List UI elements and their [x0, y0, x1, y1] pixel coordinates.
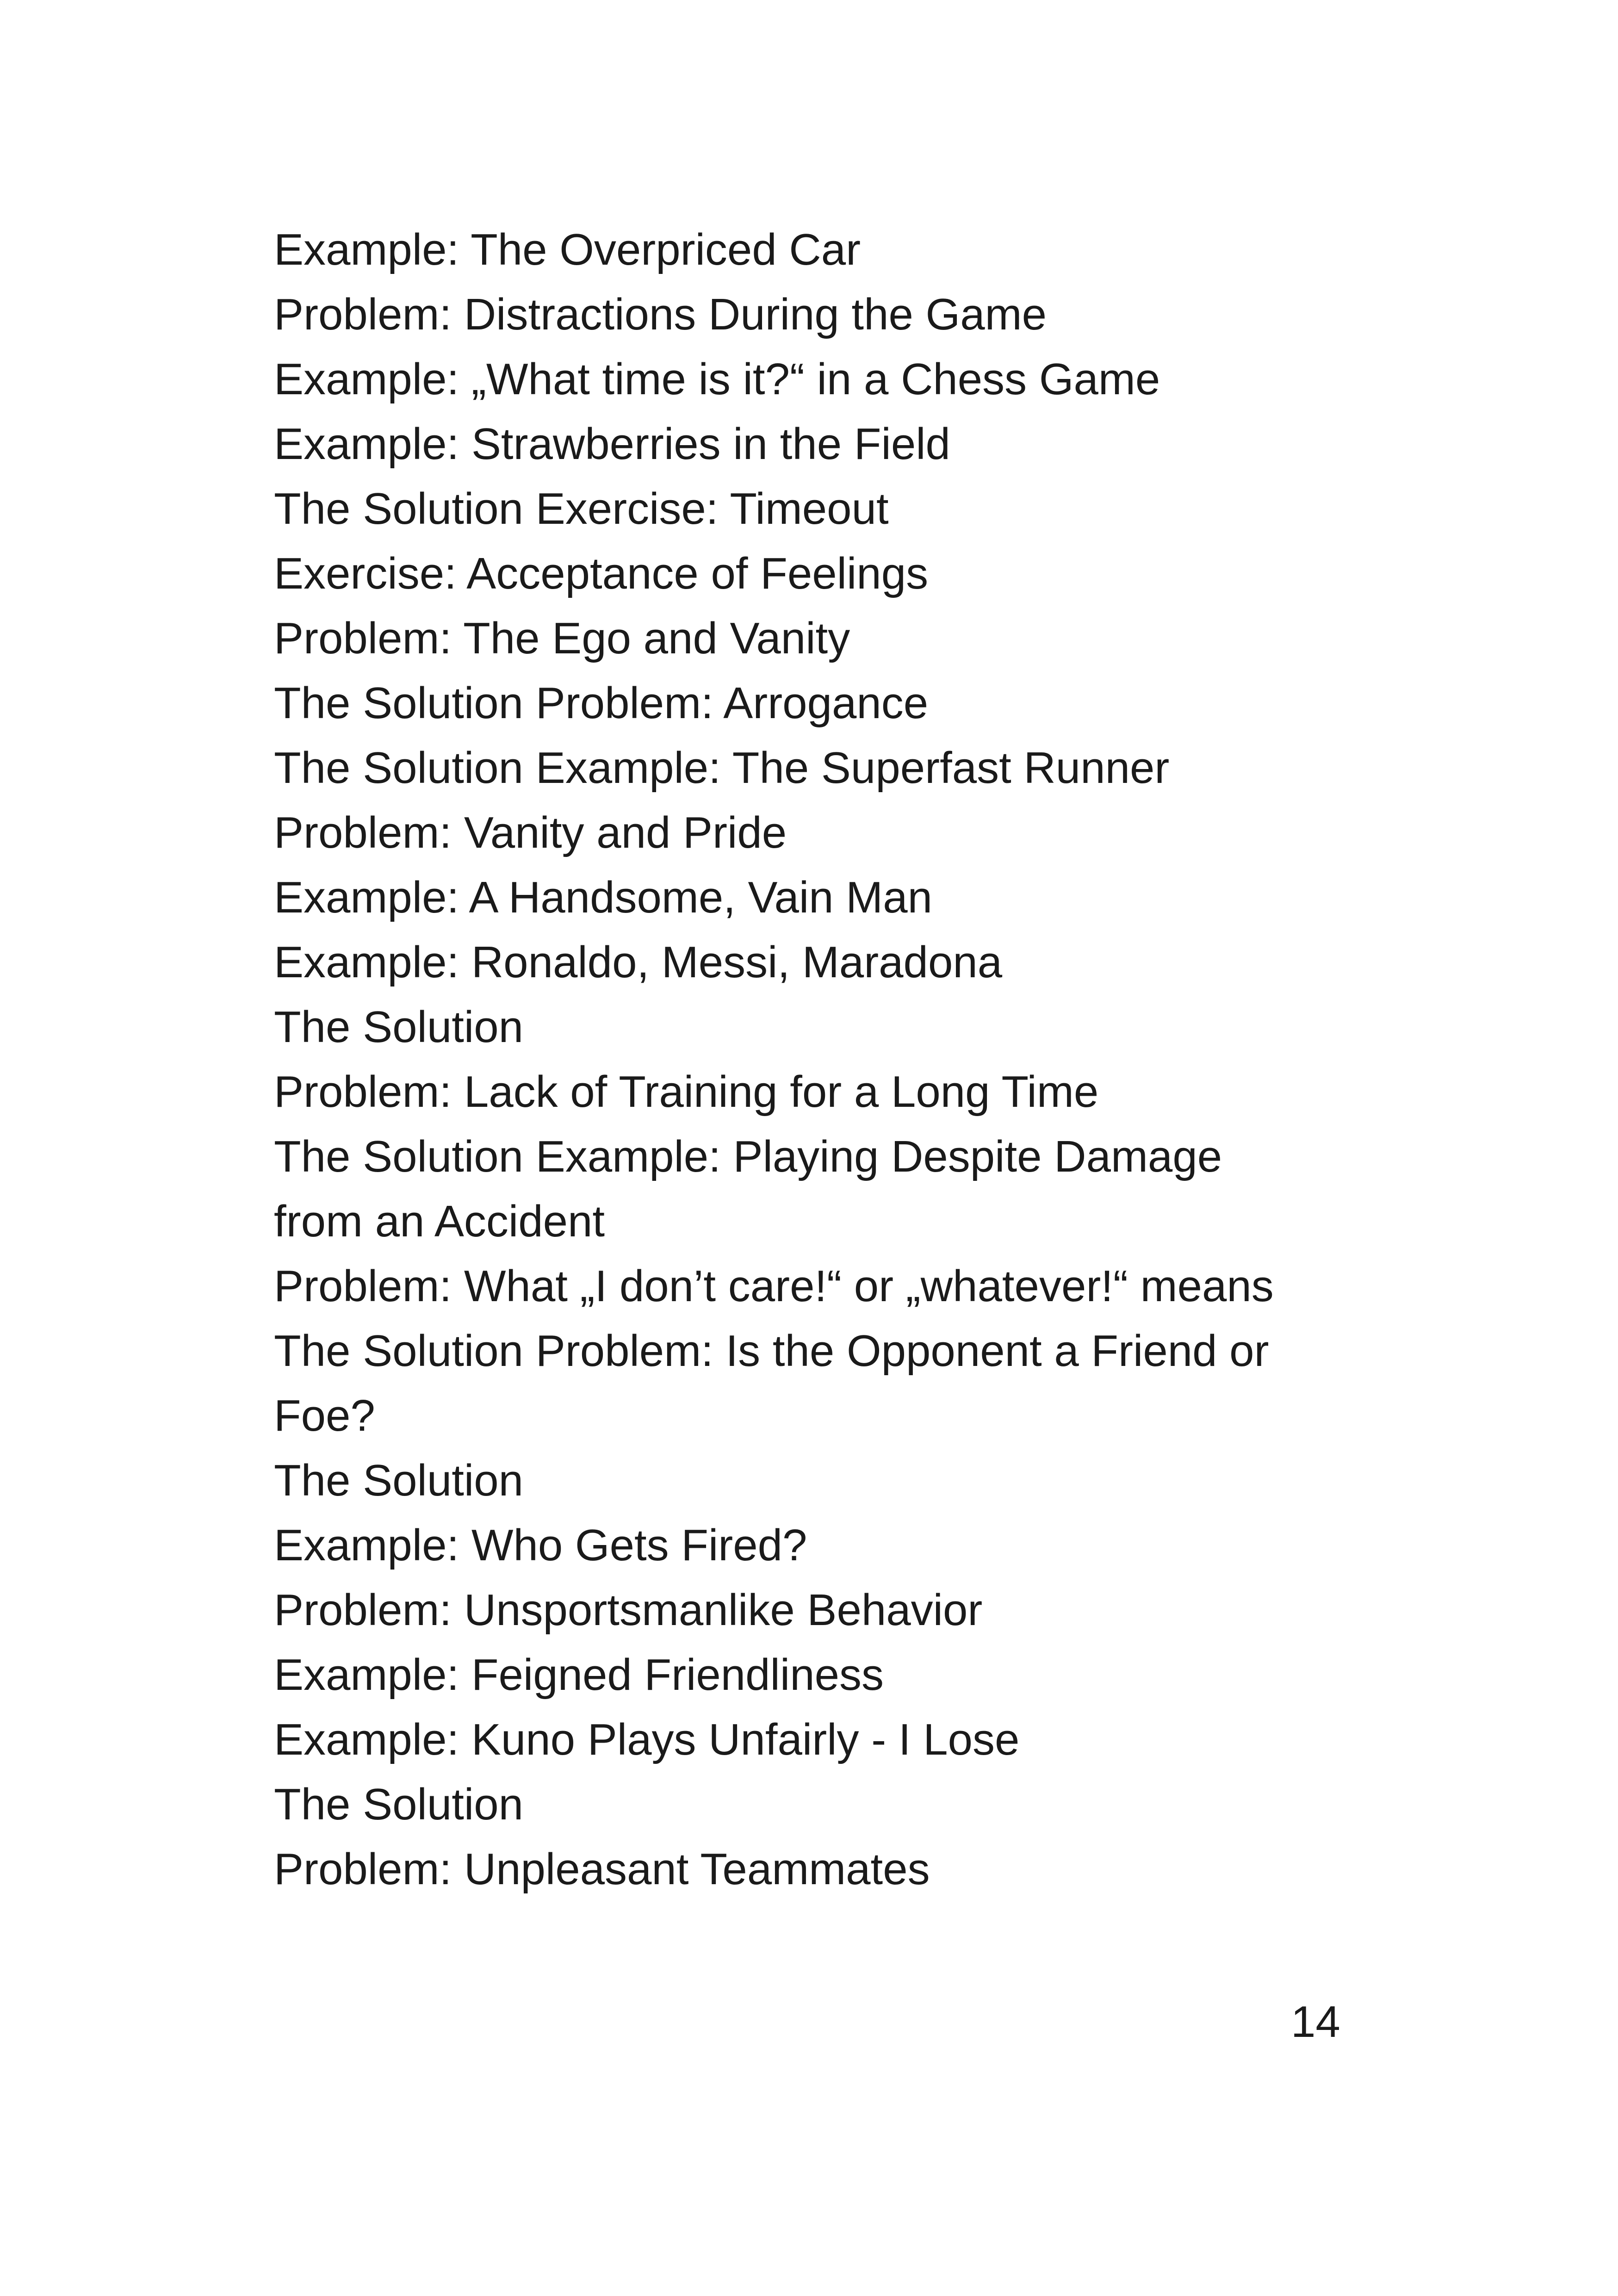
toc-line: The Solution Example: The Superfast Runner: [274, 743, 1170, 793]
page-number: 14: [1291, 1997, 1340, 2047]
toc-line: Example: A Handsome, Vain Man: [274, 873, 932, 922]
toc-line: from an Accident: [274, 1197, 605, 1246]
toc-line: Example: Ronaldo, Messi, Maradona: [274, 937, 1003, 987]
toc-line: Example: The Overpriced Car: [274, 225, 861, 274]
toc-line: Problem: Unsportsmanlike Behavior: [274, 1585, 983, 1635]
toc-line: Foe?: [274, 1391, 375, 1440]
toc-line: Example: Feigned Friendliness: [274, 1650, 884, 1700]
toc-line: Problem: Distractions During the Game: [274, 290, 1047, 339]
toc-line: Problem: The Ego and Vanity: [274, 614, 850, 663]
toc-line: The Solution: [274, 1780, 524, 1829]
toc-line: Problem: What „I don’t care!“ or „whatever!“ means: [274, 1261, 1274, 1311]
toc-line: The Solution Problem: Arrogance: [274, 678, 929, 728]
toc-line: Example: Kuno Plays Unfairly - I Lose: [274, 1715, 1020, 1764]
toc-line: Example: Strawberries in the Field: [274, 419, 950, 469]
toc-line: The Solution Exercise: Timeout: [274, 484, 889, 534]
toc-line: The Solution: [274, 1002, 524, 1052]
toc-line: Problem: Vanity and Pride: [274, 808, 787, 857]
toc-line: Problem: Unpleasant Teammates: [274, 1844, 930, 1894]
toc-line: Problem: Lack of Training for a Long Time: [274, 1067, 1099, 1117]
toc-line: The Solution: [274, 1456, 524, 1505]
toc-line: Exercise: Acceptance of Feelings: [274, 549, 929, 598]
toc-line: The Solution Example: Playing Despite Damage: [274, 1132, 1222, 1181]
toc-list: [274, 217, 1338, 1902]
toc-line: The Solution Problem: Is the Opponent a Friend or: [274, 1326, 1269, 1376]
toc-line: Example: Who Gets Fired?: [274, 1520, 807, 1570]
toc-line: Example: „What time is it?“ in a Chess Game: [274, 354, 1160, 404]
